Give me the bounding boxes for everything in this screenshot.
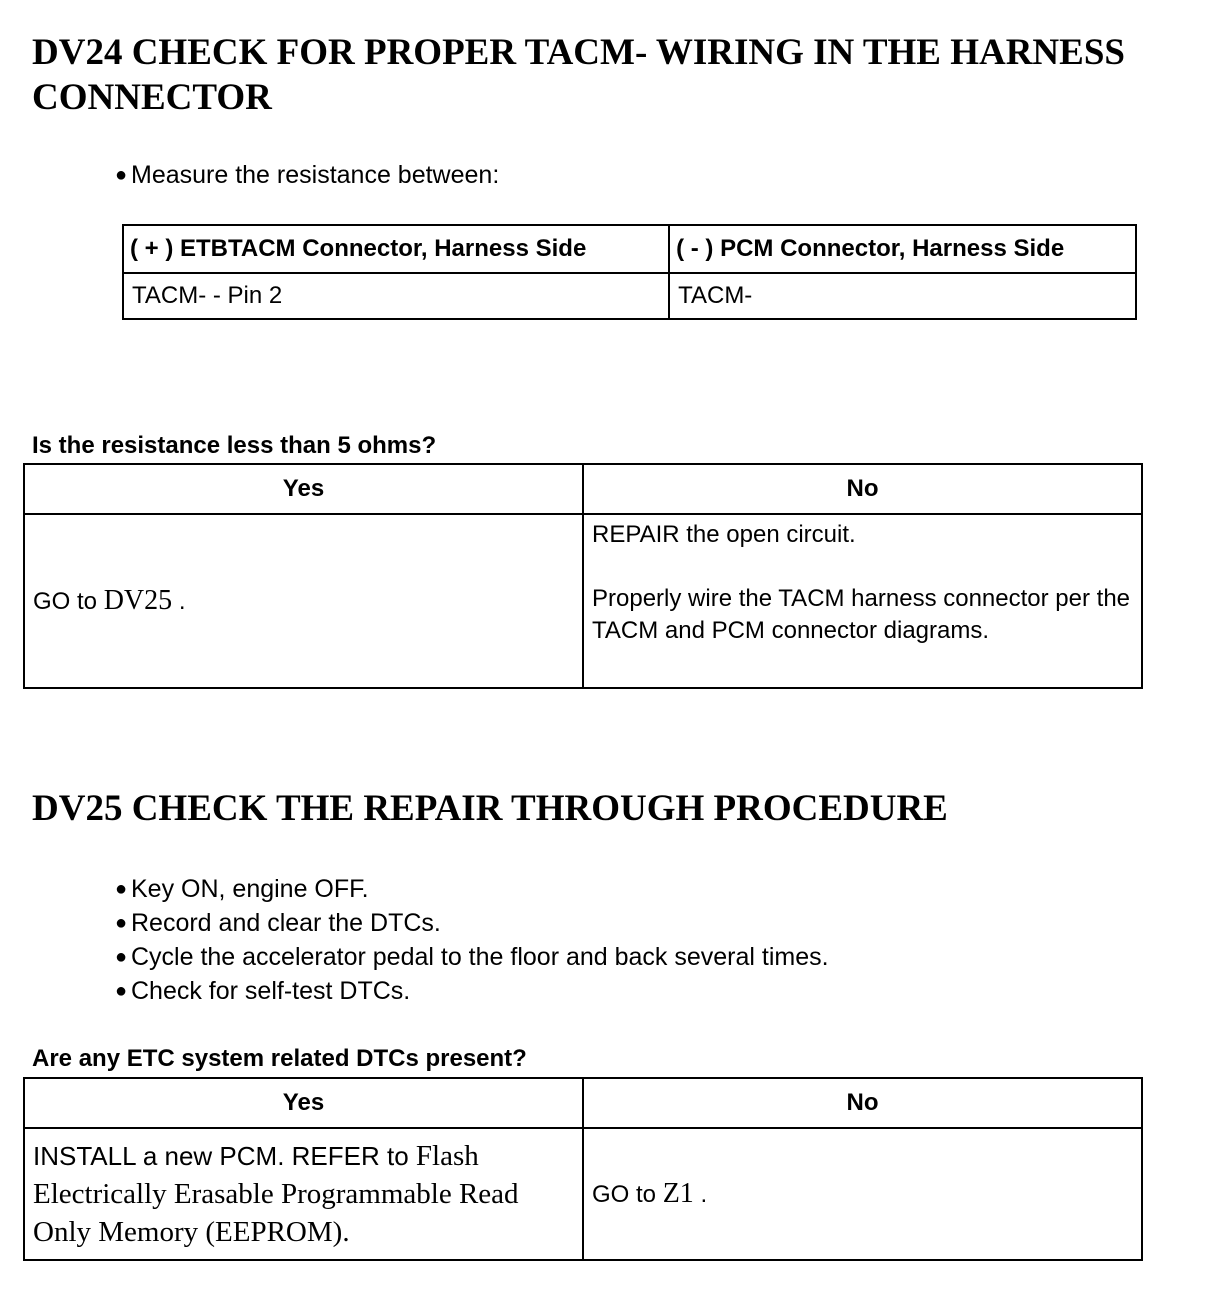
dv25-question: Are any ETC system related DTCs present? — [32, 1045, 527, 1072]
bullet-icon: ● — [115, 164, 128, 186]
table-row — [24, 514, 1142, 688]
table-cell: TACM- — [669, 273, 1136, 319]
list-item: ● Measure the resistance between: — [115, 158, 499, 192]
no-cell — [583, 514, 1142, 688]
yes-header: Yes — [24, 1078, 583, 1128]
section-title-dv25: DV25 CHECK THE REPAIR THROUGH PROCEDURE — [32, 788, 948, 829]
list-item: ● Check for self-test DTCs. — [115, 974, 829, 1008]
dv25-link[interactable]: DV25 — [103, 585, 173, 616]
yes-cell: GO to DV25 . — [24, 514, 583, 688]
z1-link[interactable]: Z1 — [662, 1178, 694, 1209]
table-header-row — [123, 225, 1136, 273]
list-item: ● Record and clear the DTCs. — [115, 906, 829, 940]
table-header-row — [24, 464, 1142, 514]
dv24-question: Is the resistance less than 5 ohms? — [32, 432, 437, 459]
bullet-icon: ● — [115, 878, 128, 900]
bullet-icon: ● — [115, 912, 128, 934]
wiring-text: Properly wire the TACM harness connector per the TACM and PCM connector diagrams. — [592, 585, 1131, 644]
table-cell: TACM- - Pin 2 — [123, 273, 669, 319]
no-header: No — [583, 1078, 1142, 1128]
list-item: ● Cycle the accelerator pedal to the floor and back several times. — [115, 940, 829, 974]
measurement-table — [122, 224, 1137, 320]
no-header: No — [583, 464, 1142, 514]
bullet-icon: ● — [115, 980, 128, 1002]
yes-cell: INSTALL a new PCM. REFER to Flash Electrically Erasable Programmable Read Only Memory (EEPROM). — [24, 1128, 583, 1260]
bullet-icon: ● — [115, 946, 128, 968]
no-cell: GO to Z1 . — [583, 1128, 1142, 1260]
repair-text: REPAIR the open circuit. — [592, 521, 856, 548]
column-header: ( + ) ETBTACM Connector, Harness Side — [123, 225, 669, 273]
dv25-bullet-list — [115, 872, 829, 1008]
yes-header: Yes — [24, 464, 583, 514]
dv24-result-table — [23, 463, 1143, 689]
dv24-bullet-list — [115, 158, 499, 192]
eeprom-link[interactable]: Flash Electrically Erasable Programmable Read Only Memory (EEPROM). — [33, 1140, 519, 1248]
table-header-row — [24, 1078, 1142, 1128]
table-row — [24, 1128, 1142, 1260]
dv25-result-table — [23, 1077, 1143, 1261]
list-item: ● Key ON, engine OFF. — [115, 872, 829, 906]
table-row — [123, 273, 1136, 319]
section-title-dv24: DV24 CHECK FOR PROPER TACM- WIRING IN THE HARNESS CONNECTOR — [32, 32, 1125, 118]
column-header: ( - ) PCM Connector, Harness Side — [669, 225, 1136, 273]
